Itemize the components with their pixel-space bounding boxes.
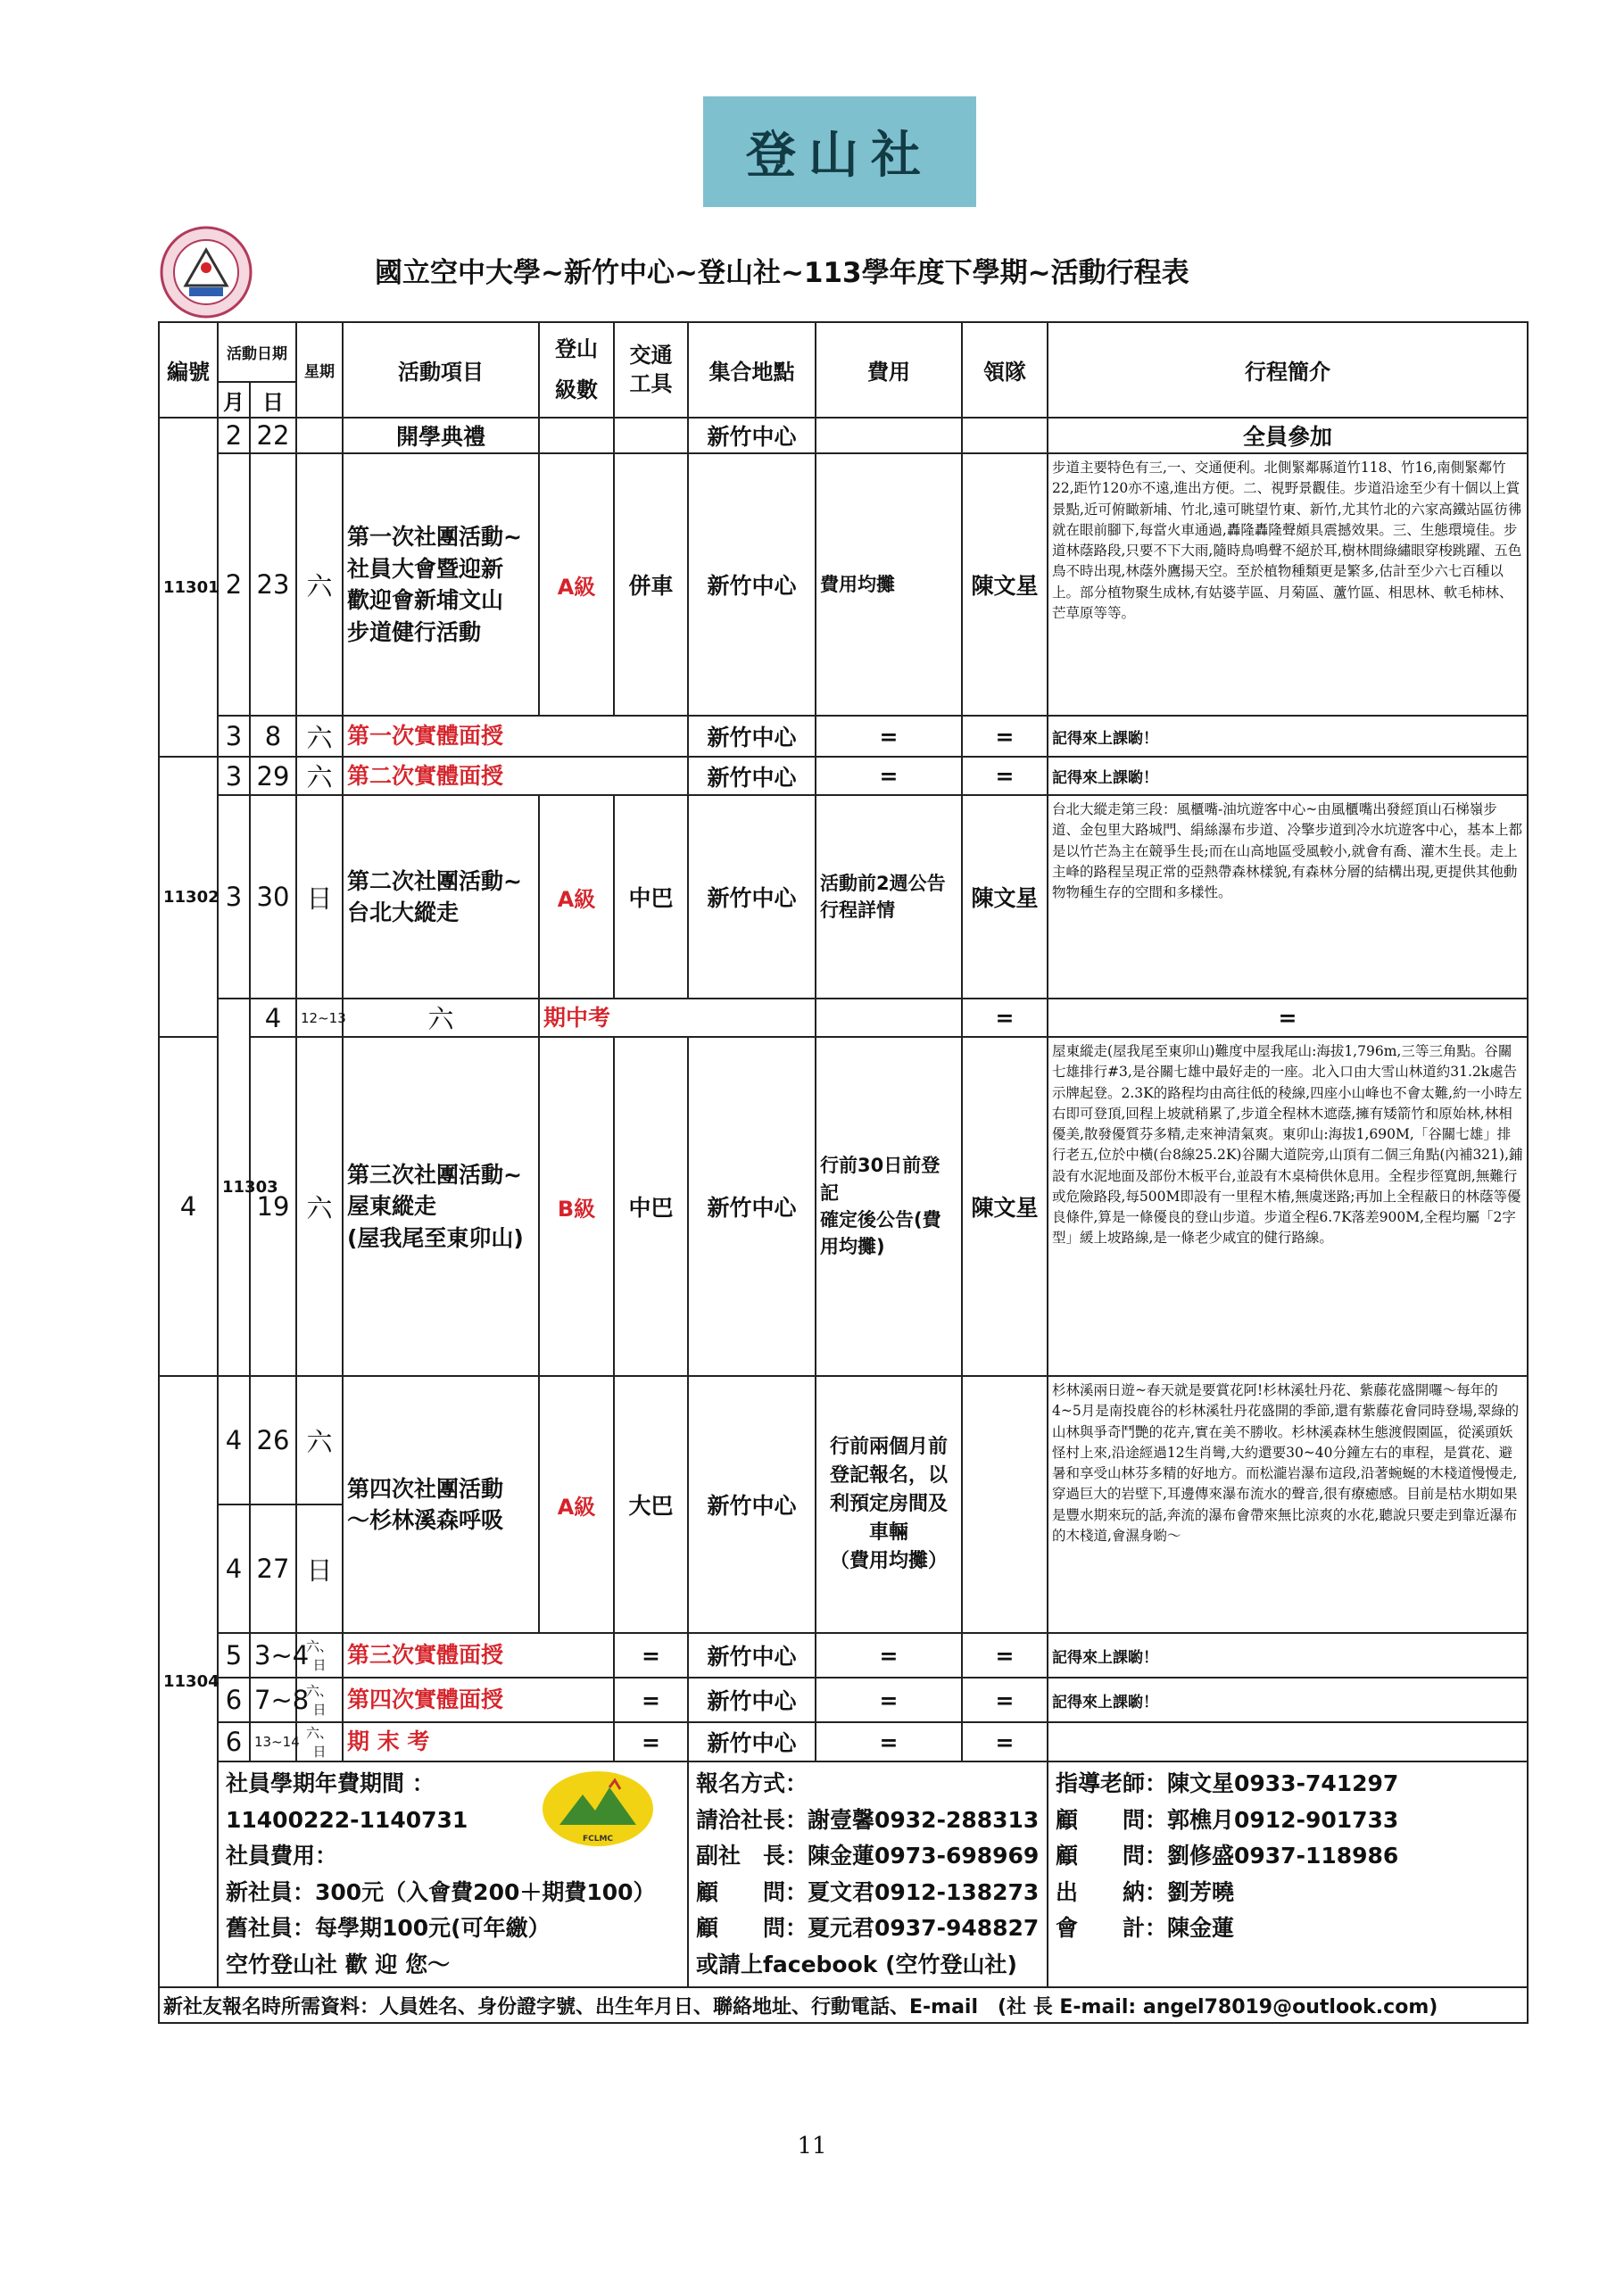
- leader-cell: [962, 418, 1048, 453]
- svg-text:FCLMC: FCLMC: [582, 1835, 614, 1844]
- leader-cell: [962, 1376, 1048, 1633]
- level-cell: A級: [539, 1376, 614, 1633]
- level-cell: A級: [539, 795, 614, 999]
- signup-requirements: 新社友報名時所需資料：人員姓名、身份證字號、出生年月日、聯絡地址、行動電話、E-mail (社 長 E-mail: angel78019@outlook.com): [159, 1987, 1528, 2023]
- header-item: 活動項目: [343, 322, 539, 418]
- weekday-cell: 六: [296, 716, 343, 757]
- day-cell: 12~13: [296, 999, 343, 1037]
- table-row: [159, 795, 1528, 999]
- header-brief: 行程簡介: [1048, 322, 1528, 418]
- header-day: 日: [250, 382, 296, 418]
- activity-item: 第一次實體面授: [343, 716, 688, 757]
- leader-cell: 陳文星: [962, 795, 1048, 999]
- table-row: [159, 1037, 1528, 1376]
- weekday-cell: 六: [296, 1376, 343, 1504]
- month-cell: 6: [218, 1678, 250, 1722]
- day-cell: 30: [250, 795, 296, 999]
- signup-info: 報名方式： 請洽社長：謝壹馨0932-288313 副社 長：陳金蓮0973-698969 顧 問：夏文君0912-138273 顧 問：夏元君0937-948827 或請上facebook (空竹登山社): [688, 1761, 1048, 1987]
- activity-item: 第二次實體面授: [343, 757, 688, 795]
- table-row: [159, 453, 1528, 716]
- footer-row: [159, 1761, 1528, 1987]
- membership-fee-info: 社員學期年費期間 ： 11400222-1140731 社員費用： 新社員：300元（入會費200＋期費100） 舊社員：每學期100元(可年繳） 空竹登山社 歡 迎 您～ FCLMC: [218, 1761, 688, 1987]
- transport-cell: 大巴: [614, 1376, 688, 1633]
- header-venue: 集合地點: [688, 322, 816, 418]
- weekday-cell: [296, 418, 343, 453]
- venue-cell: 新竹中心: [688, 716, 816, 757]
- activity-item: 第一次社團活動~ 社員大會暨迎新 歡迎會新埔文山 步道健行活動: [343, 453, 539, 716]
- activity-code: 11303: [218, 999, 250, 1376]
- weekday-cell: 六、日: [296, 1678, 343, 1722]
- month-cell: 3: [218, 716, 250, 757]
- brief-cell: 杉林溪兩日遊~春天就是要賞花阿!杉林溪牡丹花、紫藤花盛開囉～每年的4~5月是南投鹿谷的杉林溪牡丹花盛開的季節,還有紫藤花會同時登場,翠綠的山林與爭奇鬥艷的花卉,實在美不勝收。杉林溪森林生態渡假園區，從溪頭妖怪村上來,沿途經過12生肖彎,大約還要30~40分鐘左右的車程，是賞花、避暑和享受山林芬多精的好地方。而松瀧岩瀑布這段,沿著蜿蜒的木棧道慢慢走,穿過巨大的岩壁下,耳邊傳來瀑布流水的聲音,很有療癒感。目前是枯水期如果是豐水期來玩的話,奔流的瀑布會帶來無比涼爽的水花,聽說只要走到靠近瀑布的木棧道,會濕身喲～: [1048, 1376, 1528, 1633]
- month-cell: 3: [218, 795, 250, 999]
- day-cell: 29: [250, 757, 296, 795]
- header-weekday: 星期: [296, 322, 343, 418]
- venue-cell: 新竹中心: [688, 757, 816, 795]
- activity-code: 11302: [159, 757, 218, 1037]
- fee-cell: =: [816, 1678, 962, 1722]
- month-cell: 4: [159, 1037, 218, 1376]
- table-row: [159, 1376, 1528, 1504]
- leader-cell: =: [962, 1722, 1048, 1761]
- club-logo: [540, 1768, 656, 1850]
- weekday-cell: 日: [296, 795, 343, 999]
- transport-cell: =: [614, 1633, 688, 1678]
- transport-cell: 中巴: [614, 1037, 688, 1376]
- venue-cell: 新竹中心: [688, 1633, 816, 1678]
- day-cell: 22: [250, 418, 296, 453]
- fee-cell: 活動前2週公告 行程詳情: [816, 795, 962, 999]
- header-date: 活動日期: [218, 322, 296, 382]
- fee-cell: =: [816, 757, 962, 795]
- day-cell: 19: [250, 1037, 296, 1376]
- table-row: [159, 418, 1528, 453]
- leader-cell: 陳文星: [962, 1037, 1048, 1376]
- venue-cell: 新竹中心: [688, 1037, 816, 1376]
- table-row: [159, 999, 1528, 1037]
- weekday-cell: 六: [343, 999, 539, 1037]
- fee-cell: =: [816, 716, 962, 757]
- fee-cell: =: [816, 1722, 962, 1761]
- level-cell: [539, 418, 614, 453]
- brief-cell: 全員參加: [1048, 418, 1528, 453]
- header-leader: 領隊: [962, 322, 1048, 418]
- activity-item: 第二次社團活動~ 台北大縱走: [343, 795, 539, 999]
- brief-cell: 記得來上課喲！: [1048, 1678, 1528, 1722]
- brief-cell: 步道主要特色有三,一、交通便利。北側緊鄰縣道竹118、竹16,南側緊鄰竹22,距竹120亦不遠,進出方便。二、視野景觀佳。步道沿途至少有十個以上賞景點,近可俯瞰新埔、竹北,遠可眺望竹東、新竹,尤其竹北的六家高鐵站區彷彿就在眼前腳下,每當火車通過,轟隆轟隆聲頗具震撼效果。三、生態環境佳。步道林蔭路段,只要不下大雨,隨時鳥鳴聲不絕於耳,樹林間綠繡眼穿梭跳躍、五色鳥不時出現,林蔭外鷹揚天空。至於植物種類更是繁多,估計至少六七百種以上。部分植物聚生成林,有姑婆芋區、月菊區、蘆竹區、相思林、軟毛柿林、芒草原等等。: [1048, 453, 1528, 716]
- venue-cell: 新竹中心: [688, 418, 816, 453]
- transport-cell: =: [614, 1722, 688, 1761]
- leader-cell: =: [962, 716, 1048, 757]
- schedule-table: [158, 321, 1529, 2024]
- page-title: 國立空中大學~新竹中心~登山社~113學年度下學期~活動行程表: [375, 257, 1189, 289]
- fee-cell: 費用均攤: [816, 453, 962, 716]
- activity-item: 第三次實體面授: [343, 1633, 614, 1678]
- transport-cell: 中巴: [614, 795, 688, 999]
- header-level: 登山 級數: [539, 322, 614, 418]
- brief-cell: 屋東縱走(屋我尾至東卯山)難度中屋我尾山:海拔1,796m,三等三角點。谷關七雄排行#3,是谷關七雄中最好走的一座。北入口由大雪山林道約31.2k處告示牌起登。2.3K的路程均由高往低的稜線,四座小山峰也不會太難,約一小時左右即可登頂,回程上坡就稍累了,步道全程林木遮蔭,擁有矮箭竹和原始林,林相優美,散發優質芬多精,走來神清氣爽。東卯山:海拔1,690M,「谷關七雄」排行老五,位於中橫(台8線25.2K)谷關大道院旁,山頂有二個三角點(內補321),鋪設有水泥地面及部份木板平台,並設有木桌椅供休息用。全程步徑寬朗,無難行或危險路段,每500M即設有一里程木樁,無虞迷路;再加上全程蔽日的林蔭等優良條件,算是一條優良的登山步道。步道全程6.7K落差900M,全程均屬「2字型」緩上坡路線,是一條老少咸宜的健行路線。: [1048, 1037, 1528, 1376]
- month-cell: 6: [218, 1722, 250, 1761]
- table-row: [159, 1678, 1528, 1722]
- fee-cell: [816, 418, 962, 453]
- venue-cell: 新竹中心: [688, 1722, 816, 1761]
- brief-cell: [1048, 1722, 1528, 1761]
- activity-item: 期中考: [539, 999, 816, 1037]
- leader-cell: =: [962, 757, 1048, 795]
- staff-info: 指導老師：陳文星0933-741297 顧 問：郭樵月0912-901733 顧 問：劉修盛0937-118986 出 納：劉芳曉 會 計：陳金蓮: [1048, 1761, 1528, 1987]
- header-transport: 交通 工具: [614, 322, 688, 418]
- transport-cell: [614, 418, 688, 453]
- day-cell: 27: [250, 1504, 296, 1633]
- requirements-row: [159, 1987, 1528, 2023]
- brief-cell: 記得來上課喲！: [1048, 757, 1528, 795]
- venue-cell: 新竹中心: [688, 453, 816, 716]
- transport-cell: 併車: [614, 453, 688, 716]
- leader-cell: =: [962, 1633, 1048, 1678]
- weekday-cell: 六: [296, 453, 343, 716]
- weekday-cell: 六: [296, 757, 343, 795]
- activity-code: 11301: [159, 418, 218, 757]
- activity-item: 開學典禮: [343, 418, 539, 453]
- weekday-cell: 六、日: [296, 1722, 343, 1761]
- university-emblem: [157, 223, 255, 321]
- brief-cell: 記得來上課喲！: [1048, 1633, 1528, 1678]
- transport-cell: =: [614, 1678, 688, 1722]
- page-number: 11: [797, 2133, 827, 2159]
- day-cell: 7~8: [250, 1678, 296, 1722]
- month-cell: 4: [218, 1376, 250, 1504]
- venue-cell: 新竹中心: [688, 1376, 816, 1633]
- header-fee: 費用: [816, 322, 962, 418]
- activity-code: 11304: [159, 1376, 218, 1987]
- fee-cell: =: [962, 999, 1048, 1037]
- weekday-cell: 六、日: [296, 1633, 343, 1678]
- day-cell: 8: [250, 716, 296, 757]
- table-row: [159, 1722, 1528, 1761]
- month-cell: 4: [218, 1504, 250, 1633]
- table-row: [159, 757, 1528, 795]
- fee-cell: 行前兩個月前 登記報名，以 利預定房間及 車輛 （費用均攤）: [816, 1376, 962, 1633]
- fee-cell: 行前30日前登 記 確定後公告(費 用均攤): [816, 1037, 962, 1376]
- fee-cell: =: [816, 1633, 962, 1678]
- leader-cell: =: [962, 1678, 1048, 1722]
- leader-cell: =: [1048, 999, 1528, 1037]
- table-row: [159, 1633, 1528, 1678]
- venue-cell: [816, 999, 962, 1037]
- day-cell: 23: [250, 453, 296, 716]
- header-month: 月: [218, 382, 250, 418]
- day-cell: 13~14: [250, 1722, 296, 1761]
- brief-cell: 記得來上課喲！: [1048, 716, 1528, 757]
- level-cell: A級: [539, 453, 614, 716]
- day-cell: 3~4: [250, 1633, 296, 1678]
- header-code: 編號: [159, 322, 218, 418]
- month-cell: 4: [250, 999, 296, 1037]
- venue-cell: 新竹中心: [688, 795, 816, 999]
- activity-item: 第三次社團活動~ 屋東縱走 (屋我尾至東卯山): [343, 1037, 539, 1376]
- level-cell: B級: [539, 1037, 614, 1376]
- brief-cell: 台北大縱走第三段：風櫃嘴-油坑遊客中心~由風櫃嘴出發經頂山石梯嶺步道、金包里大路城門、絹絲瀑布步道、冷擎步道到冷水坑遊客中心，基本上都是以竹芒為主在競爭生長;而在山高地區受風較小,就會有喬、灌木生長。走上主峰的路程呈現正常的亞熱帶森林樣貌,有森林分層的結構出現,更提供其他動物物種生存的空間和多樣性。: [1048, 795, 1528, 999]
- banner-text: 登山社: [746, 126, 933, 185]
- leader-cell: 陳文星: [962, 453, 1048, 716]
- activity-item: 第四次社團活動 ～杉林溪森呼吸: [343, 1376, 539, 1633]
- weekday-cell: 日: [296, 1504, 343, 1633]
- activity-item: 第四次實體面授: [343, 1678, 614, 1722]
- activity-item: 期 末 考: [343, 1722, 614, 1761]
- weekday-cell: 六: [296, 1037, 343, 1376]
- day-cell: 26: [250, 1376, 296, 1504]
- month-cell: 2: [218, 453, 250, 716]
- venue-cell: 新竹中心: [688, 1678, 816, 1722]
- club-banner: [703, 96, 976, 207]
- month-cell: 2: [218, 418, 250, 453]
- month-cell: 3: [218, 757, 250, 795]
- month-cell: 5: [218, 1633, 250, 1678]
- table-row: [159, 716, 1528, 757]
